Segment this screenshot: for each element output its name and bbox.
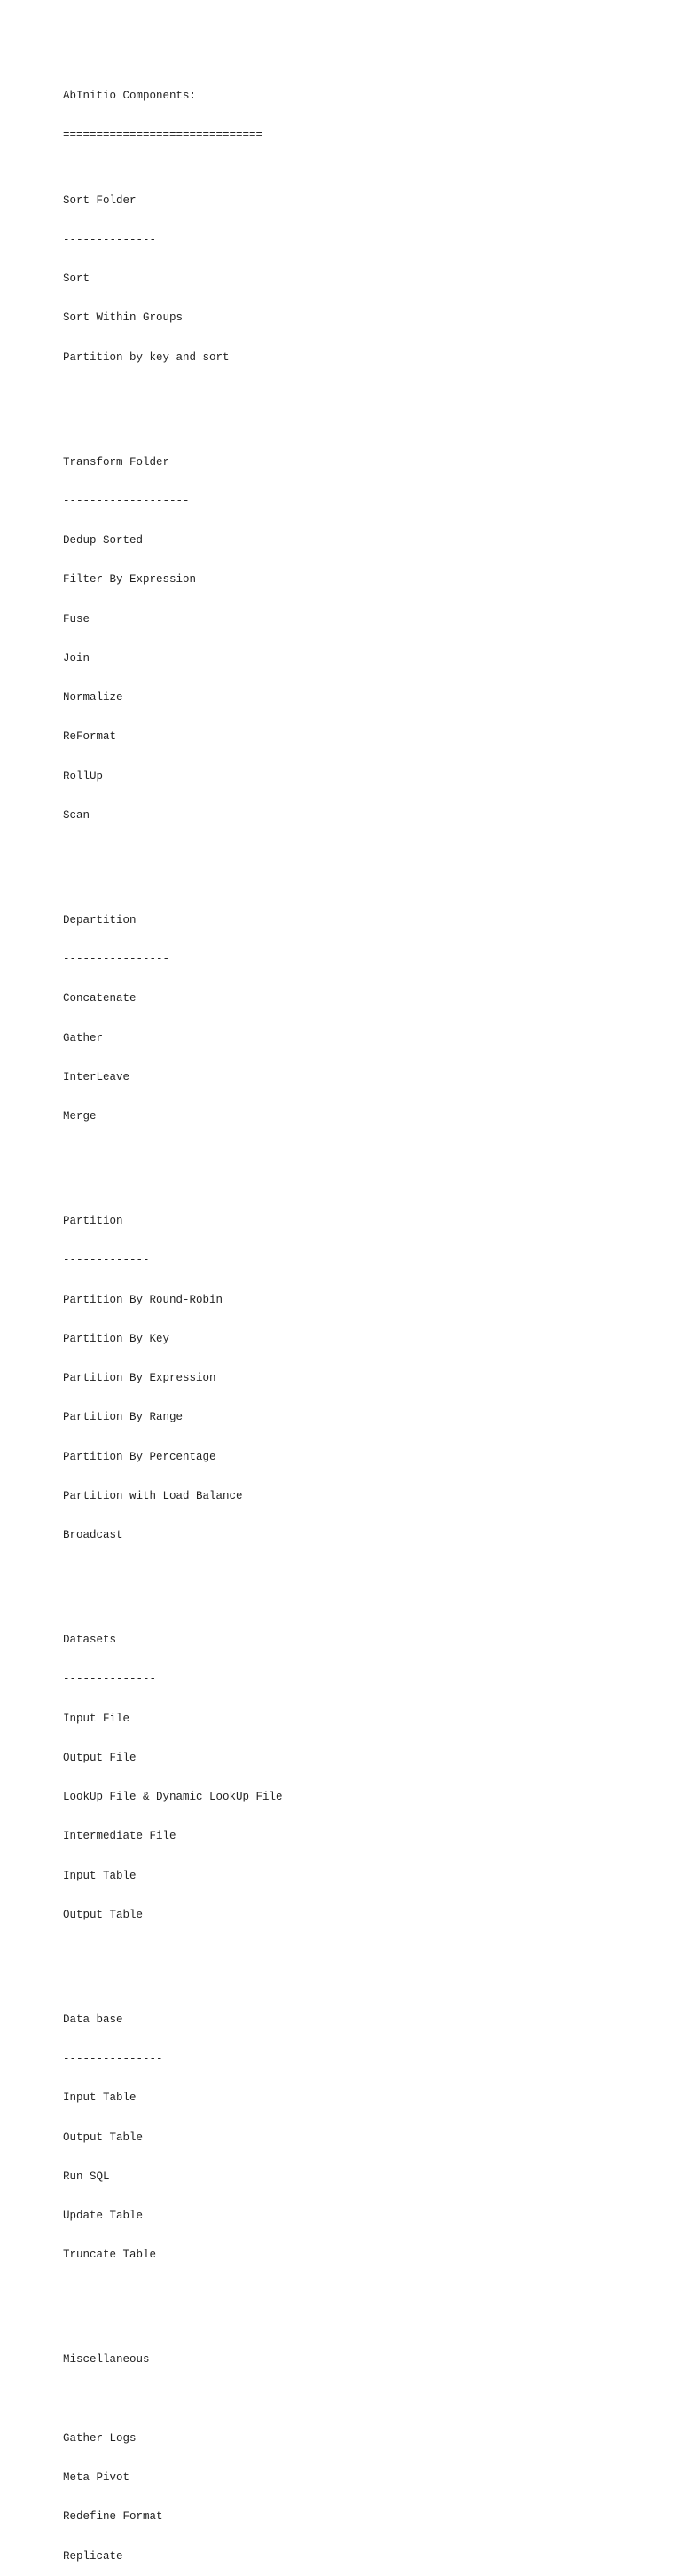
blank-line: [63, 1948, 666, 1961]
section-heading: Partition: [63, 1215, 123, 1227]
list-item: InterLeave: [63, 1070, 130, 1083]
list-item: ReFormat: [63, 730, 117, 744]
list-item: Truncate Table: [63, 2249, 157, 2262]
list-item: Partition By Range: [63, 1411, 184, 1424]
list-item: RollUp: [63, 769, 104, 783]
section-heading: Sort Folder: [63, 193, 137, 207]
blank-line: [63, 1149, 666, 1162]
list-item: Partition with Load Balance: [63, 1489, 243, 1502]
list-item: Broadcast: [63, 1529, 123, 1541]
title-rule: ==============================: [63, 128, 263, 141]
blank-line: [63, 848, 666, 862]
list-item: Update Table: [63, 2210, 144, 2222]
blank-line: [63, 390, 666, 404]
blank-line: [63, 2288, 666, 2302]
list-item: Partition By Key: [63, 1332, 170, 1345]
list-item: Input Table: [63, 2092, 137, 2105]
section-rule: ---------------: [63, 2052, 163, 2065]
section-rule: --------------: [63, 1673, 157, 1686]
list-item: Gather Logs: [63, 2431, 137, 2445]
list-item: Input File: [63, 1712, 130, 1725]
list-item: Normalize: [63, 691, 123, 704]
list-item: Output Table: [63, 2131, 144, 2144]
section-heading: Miscellaneous: [63, 2353, 150, 2367]
section-heading: Data base: [63, 2013, 123, 2026]
list-item: Partition by key and sort: [63, 351, 230, 364]
list-item: Partition By Percentage: [63, 1450, 216, 1463]
list-item: Partition By Expression: [63, 1372, 216, 1384]
list-item: Merge: [63, 1110, 97, 1123]
list-item: Gather: [63, 1031, 104, 1044]
section-rule: -------------------: [63, 494, 190, 508]
document-body: [63, 63, 666, 2576]
section-rule: --------------: [63, 232, 157, 246]
list-item: Replicate: [63, 2549, 123, 2563]
section-rule: -------------------: [63, 2392, 190, 2406]
list-item: Dedup Sorted: [63, 534, 144, 547]
section-heading: Datasets: [63, 1634, 117, 1646]
blank-line: [63, 1568, 666, 1581]
section-rule: -------------: [63, 1254, 150, 1267]
section-heading: Transform Folder: [63, 455, 170, 469]
list-item: Partition By Round-Robin: [63, 1293, 223, 1306]
list-item: Input Table: [63, 1869, 137, 1882]
list-item: Redefine Format: [63, 2510, 163, 2524]
list-item: Filter By Expression: [63, 573, 197, 587]
document-title: AbInitio Components:: [63, 89, 197, 102]
list-item: Sort: [63, 272, 90, 285]
list-item: Intermediate File: [63, 1830, 176, 1843]
list-item: Join: [63, 651, 90, 665]
list-item: Concatenate: [63, 992, 137, 1005]
section-rule: ----------------: [63, 953, 170, 965]
list-item: Run SQL: [63, 2170, 110, 2183]
list-item: Scan: [63, 808, 90, 822]
list-item: Output File: [63, 1751, 137, 1764]
list-item: Fuse: [63, 612, 90, 626]
section-heading: Departition: [63, 913, 137, 926]
list-item: LookUp File & Dynamic LookUp File: [63, 1791, 283, 1803]
list-item: Output Table: [63, 1908, 144, 1921]
list-item: Meta Pivot: [63, 2471, 130, 2484]
list-item: Sort Within Groups: [63, 311, 184, 325]
